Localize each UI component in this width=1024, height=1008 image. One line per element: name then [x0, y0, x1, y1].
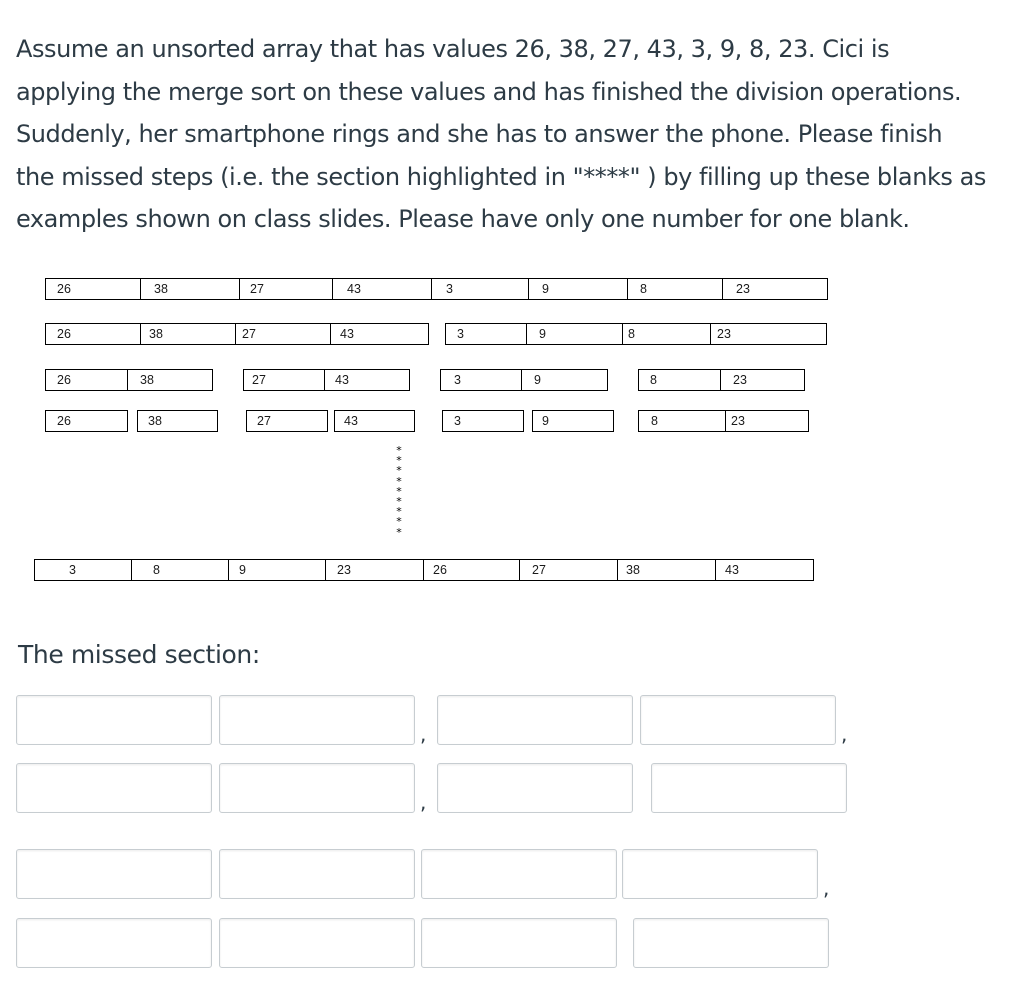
blank-input[interactable] [16, 918, 212, 968]
array-cell: 3 [431, 278, 529, 300]
array-cell: 38 [127, 369, 213, 391]
blank-input[interactable] [16, 763, 212, 813]
question-text [16, 28, 1016, 241]
array-cell: 26 [423, 559, 520, 581]
question-line-1: Assume an unsorted array that has values 26, 38, 27, 43, 3, 9, 8, 23. Cici is [16, 35, 890, 63]
array-cell: 8 [627, 278, 723, 300]
blank-input[interactable] [622, 849, 818, 899]
comma-separator: , [841, 722, 848, 746]
array-cell: 43 [330, 323, 429, 345]
question-line-3: Suddenly, her smartphone rings and she has to answer the phone. Please finish [16, 120, 943, 148]
comma-separator: , [823, 876, 830, 900]
blank-input[interactable] [421, 918, 617, 968]
blank-input[interactable] [651, 763, 847, 813]
array-cell: 26 [45, 323, 141, 345]
array-cell: 23 [720, 369, 805, 391]
array-cell: 43 [715, 559, 814, 581]
array-cell: 38 [140, 278, 240, 300]
blank-input[interactable] [16, 849, 212, 899]
array-cell: 38 [140, 323, 236, 345]
merge-sort-row-2 [45, 323, 827, 345]
blank-input[interactable] [16, 695, 212, 745]
array-cell: 27 [243, 369, 325, 391]
array-cell: 26 [45, 410, 128, 432]
array-cell: 26 [45, 369, 128, 391]
merge-sort-sorted-row [34, 559, 816, 581]
question-line-2: applying the merge sort on these values and has finished the division operations. [16, 77, 962, 106]
array-cell: 38 [617, 559, 716, 581]
array-cell: 3 [442, 410, 524, 432]
array-cell: 8 [622, 323, 711, 345]
array-cell: 3 [445, 323, 527, 345]
array-cell: 9 [528, 278, 628, 300]
array-cell: 23 [325, 559, 424, 581]
blank-input[interactable] [437, 763, 633, 813]
array-cell: 8 [638, 410, 726, 432]
array-cell: 9 [526, 323, 623, 345]
missed-section-stars: * * * * * * * * * [396, 444, 402, 539]
missed-section-label: The missed section: [18, 640, 260, 669]
blank-input[interactable] [219, 849, 415, 899]
blank-input[interactable] [219, 695, 415, 745]
array-cell: 9 [228, 559, 326, 581]
array-cell: 27 [519, 559, 618, 581]
array-cell: 23 [725, 410, 809, 432]
array-cell: 27 [235, 323, 331, 345]
array-cell: 3 [440, 369, 522, 391]
array-cell: 23 [710, 323, 827, 345]
comma-separator: , [420, 790, 427, 814]
array-cell: 43 [334, 410, 415, 432]
array-cell: 8 [638, 369, 721, 391]
array-cell: 26 [45, 278, 141, 300]
array-cell: 3 [34, 559, 132, 581]
array-cell: 23 [722, 278, 828, 300]
merge-sort-row-1 [45, 278, 827, 300]
merge-sort-row-4 [45, 410, 810, 432]
array-cell: 43 [332, 278, 432, 300]
blank-input[interactable] [219, 918, 415, 968]
comma-separator: , [420, 722, 427, 746]
blank-input[interactable] [640, 695, 836, 745]
array-cell: 38 [137, 410, 218, 432]
array-cell: 27 [239, 278, 333, 300]
array-cell: 9 [521, 369, 608, 391]
merge-sort-row-3 [45, 369, 805, 391]
blank-input[interactable] [421, 849, 617, 899]
blank-input[interactable] [437, 695, 633, 745]
array-cell: 27 [246, 410, 328, 432]
blank-input[interactable] [633, 918, 829, 968]
question-line-5: examples shown on class slides. Please have only one number for one blank. [16, 205, 910, 233]
blank-input[interactable] [219, 763, 415, 813]
question-line-4: the missed steps (i.e. the section highlighted in "****" ) by filling up these blanks as [16, 162, 986, 191]
array-cell: 9 [532, 410, 614, 432]
array-cell: 43 [324, 369, 410, 391]
array-cell: 8 [131, 559, 229, 581]
